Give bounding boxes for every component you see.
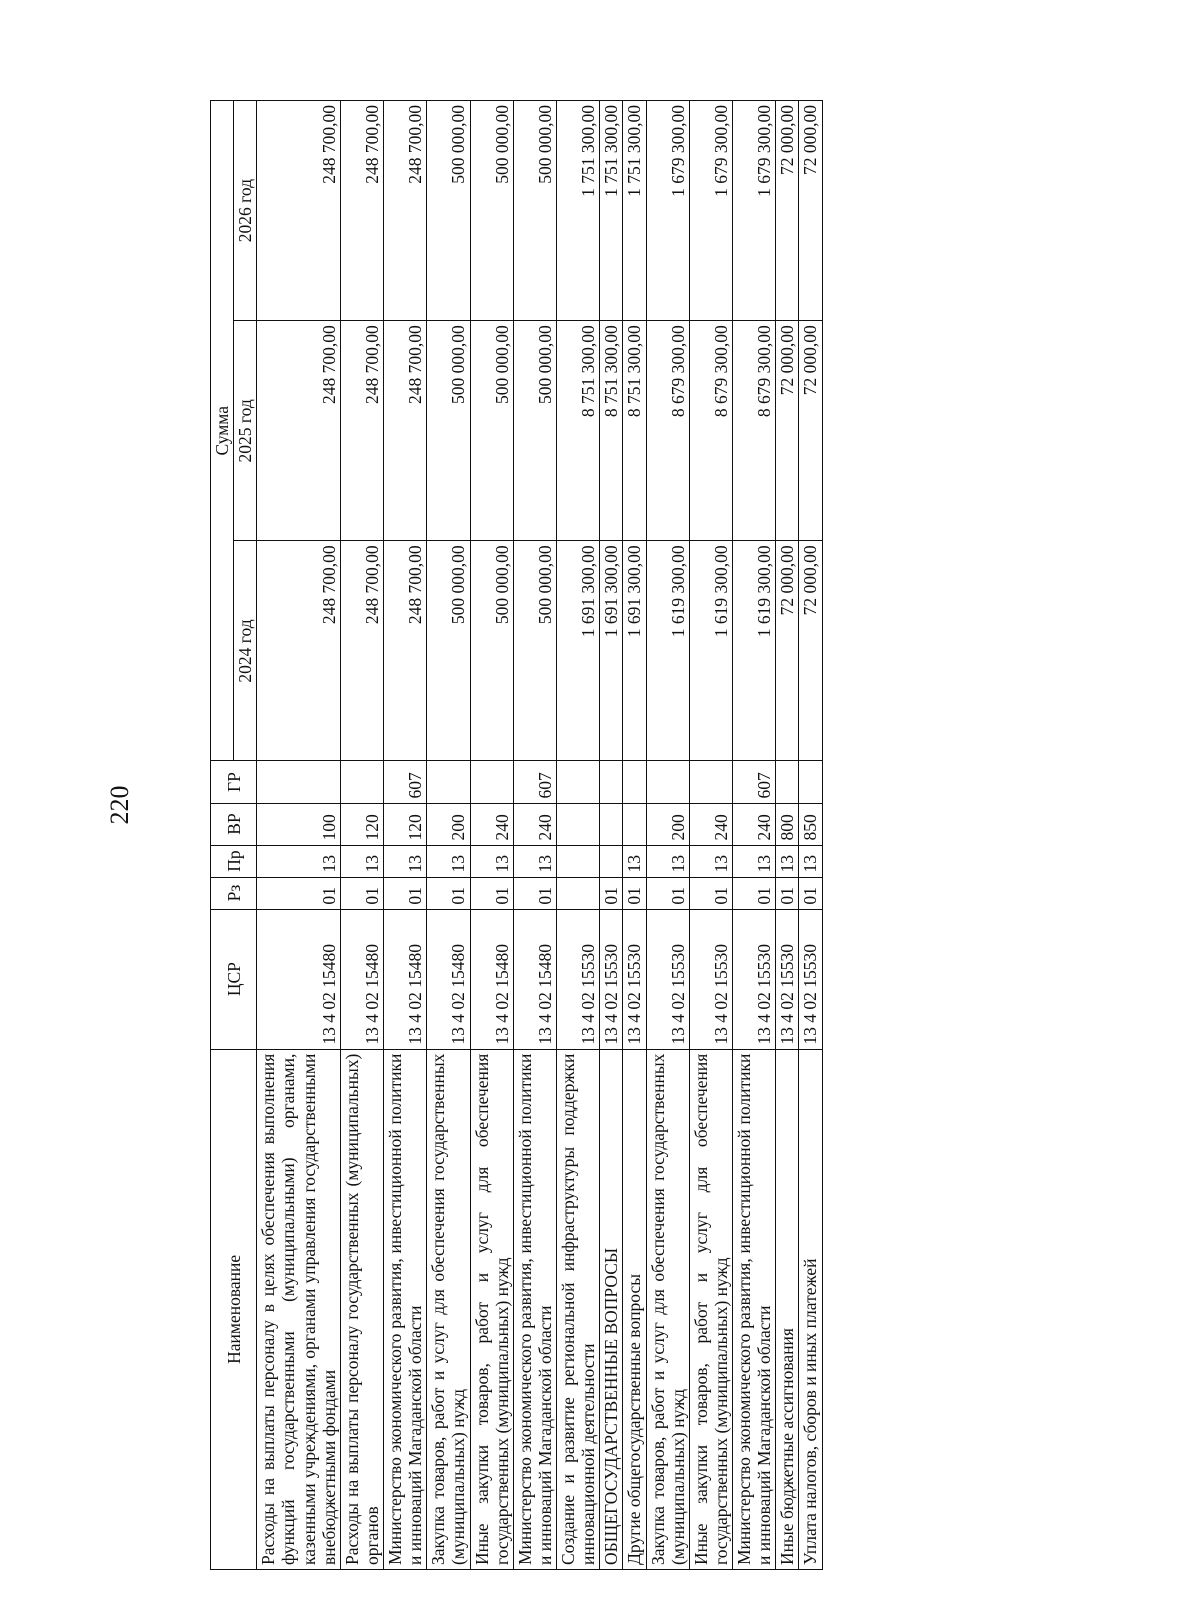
cell-vr: 120	[384, 803, 427, 845]
cell-name: Создание и развитие региональной инфраструктуры поддержки инновационной деятельности	[557, 1049, 600, 1569]
cell-2026: 500 000,00	[470, 101, 513, 321]
cell-2024: 1 619 300,00	[689, 541, 732, 761]
cell-gr	[470, 761, 513, 803]
cell-2024: 1 691 300,00	[600, 541, 623, 761]
cell-gr	[557, 761, 600, 803]
cell-2025: 8 751 300,00	[600, 321, 623, 541]
cell-pr: 13	[427, 845, 470, 877]
cell-gr	[799, 761, 822, 803]
cell-rz: 01	[470, 877, 513, 909]
table-row	[384, 101, 427, 1570]
cell-name: Уплата налогов, сборов и иных платежей	[799, 1049, 822, 1569]
cell-pr: 13	[384, 845, 427, 877]
table-row	[689, 101, 732, 1570]
cell-name: Министерство экономического развития, инвестиционной политики и инноваций Магаданской области	[733, 1049, 776, 1569]
cell-2026: 1 679 300,00	[689, 101, 732, 321]
cell-2026: 1 679 300,00	[733, 101, 776, 321]
cell-pr: 13	[733, 845, 776, 877]
cell-2025: 500 000,00	[513, 321, 556, 541]
cell-gr: 607	[384, 761, 427, 803]
cell-2024: 1 619 300,00	[733, 541, 776, 761]
cell-name: Расходы на выплаты персоналу государственных (муниципальных) органов	[340, 1049, 383, 1569]
cell-pr: 13	[470, 845, 513, 877]
cell-name: Министерство экономического развития, инвестиционной политики и инноваций Магаданской области	[384, 1049, 427, 1569]
table-row	[340, 101, 383, 1570]
cell-rz: 01	[776, 877, 799, 909]
cell-vr: 800	[776, 803, 799, 845]
cell-pr: 13	[776, 845, 799, 877]
header-gr: ГР	[211, 761, 257, 803]
cell-rz: 01	[689, 877, 732, 909]
cell-csr: 13 4 02 15530	[689, 909, 732, 1049]
budget-sheet	[210, 100, 1070, 1570]
cell-name: Иные закупки товаров, работ и услуг для обеспечения государственных (муниципальных) нужд	[470, 1049, 513, 1569]
cell-csr: 13 4 02 15480	[513, 909, 556, 1049]
header-sum: Сумма	[211, 101, 234, 762]
cell-name: Министерство экономического развития, инвестиционной политики и инноваций Магаданской области	[513, 1049, 556, 1569]
cell-name: Расходы на выплаты персоналу в целях обеспечения выполнения функций государственными (муниципальными) органами, казенными учреждениями, органами управления государственными внебюджетными фондами	[257, 1049, 341, 1569]
cell-name: Другие общегосударственные вопросы	[623, 1049, 646, 1569]
cell-vr	[557, 803, 600, 845]
cell-2026: 1 751 300,00	[623, 101, 646, 321]
cell-2025: 248 700,00	[340, 321, 383, 541]
cell-rz: 01	[384, 877, 427, 909]
cell-2026: 500 000,00	[427, 101, 470, 321]
cell-csr: 13 4 02 15530	[799, 909, 822, 1049]
cell-gr: 607	[733, 761, 776, 803]
cell-name: Иные закупки товаров, работ и услуг для обеспечения государственных (муниципальных) нужд	[689, 1049, 732, 1569]
cell-csr: 13 4 02 15530	[623, 909, 646, 1049]
cell-2025: 8 679 300,00	[689, 321, 732, 541]
cell-csr: 13 4 02 15530	[776, 909, 799, 1049]
cell-pr: 13	[513, 845, 556, 877]
cell-rz: 01	[646, 877, 689, 909]
cell-2026: 72 000,00	[776, 101, 799, 321]
cell-rz: 01	[513, 877, 556, 909]
cell-pr	[557, 845, 600, 877]
cell-2024: 500 000,00	[427, 541, 470, 761]
cell-rz	[557, 877, 600, 909]
cell-rz: 01	[427, 877, 470, 909]
header-2025: 2025 год	[234, 321, 257, 541]
cell-vr: 240	[733, 803, 776, 845]
table-row	[513, 101, 556, 1570]
page-number: 220	[105, 785, 134, 825]
cell-2025: 8 751 300,00	[557, 321, 600, 541]
header-2024: 2024 год	[234, 541, 257, 761]
cell-2026: 72 000,00	[799, 101, 822, 321]
cell-2025: 248 700,00	[384, 321, 427, 541]
table-row	[733, 101, 776, 1570]
cell-gr	[623, 761, 646, 803]
cell-pr: 13	[799, 845, 822, 877]
cell-2024: 248 700,00	[257, 541, 341, 761]
cell-name: Иные бюджетные ассигнования	[776, 1049, 799, 1569]
table-row	[646, 101, 689, 1570]
cell-2026: 248 700,00	[340, 101, 383, 321]
cell-vr: 200	[427, 803, 470, 845]
cell-vr: 240	[470, 803, 513, 845]
cell-2025: 500 000,00	[470, 321, 513, 541]
cell-gr	[646, 761, 689, 803]
table-row	[470, 101, 513, 1570]
header-vr: ВР	[211, 803, 257, 845]
cell-2024: 248 700,00	[384, 541, 427, 761]
cell-2026: 1 751 300,00	[557, 101, 600, 321]
cell-csr: 13 4 02 15530	[557, 909, 600, 1049]
table-row	[799, 101, 822, 1570]
cell-2024: 500 000,00	[513, 541, 556, 761]
cell-2025: 72 000,00	[776, 321, 799, 541]
cell-csr: 13 4 02 15530	[600, 909, 623, 1049]
cell-2026: 248 700,00	[257, 101, 341, 321]
cell-rz: 01	[799, 877, 822, 909]
cell-csr: 13 4 02 15480	[470, 909, 513, 1049]
cell-gr	[689, 761, 732, 803]
cell-gr	[340, 761, 383, 803]
header-rz: Рз	[211, 877, 257, 909]
cell-csr: 13 4 02 15480	[257, 909, 341, 1049]
cell-pr	[600, 845, 623, 877]
cell-gr	[257, 761, 341, 803]
cell-gr	[600, 761, 623, 803]
cell-name: Закупка товаров, работ и услуг для обеспечения государственных (муниципальных) нужд	[427, 1049, 470, 1569]
cell-pr: 13	[340, 845, 383, 877]
cell-2025: 500 000,00	[427, 321, 470, 541]
budget-table	[210, 100, 823, 1570]
cell-vr: 120	[340, 803, 383, 845]
cell-rz: 01	[733, 877, 776, 909]
table-row	[600, 101, 623, 1570]
cell-pr: 13	[646, 845, 689, 877]
cell-2026: 248 700,00	[384, 101, 427, 321]
cell-2025: 8 679 300,00	[646, 321, 689, 541]
table-row	[257, 101, 341, 1570]
cell-2024: 248 700,00	[340, 541, 383, 761]
cell-2025: 8 751 300,00	[623, 321, 646, 541]
cell-csr: 13 4 02 15480	[340, 909, 383, 1049]
cell-vr: 240	[513, 803, 556, 845]
cell-2026: 1 679 300,00	[646, 101, 689, 321]
cell-rz: 01	[340, 877, 383, 909]
cell-2024: 1 691 300,00	[557, 541, 600, 761]
cell-gr	[776, 761, 799, 803]
cell-name: ОБЩЕГОСУДАРСТВЕННЫЕ ВОПРОСЫ	[600, 1049, 623, 1569]
cell-vr: 100	[257, 803, 341, 845]
cell-2024: 1 619 300,00	[646, 541, 689, 761]
cell-csr: 13 4 02 15480	[427, 909, 470, 1049]
cell-2024: 1 691 300,00	[623, 541, 646, 761]
cell-2025: 72 000,00	[799, 321, 822, 541]
table-row	[776, 101, 799, 1570]
cell-2024: 72 000,00	[776, 541, 799, 761]
cell-name: Закупка товаров, работ и услуг для обеспечения государственных (муниципальных) нужд	[646, 1049, 689, 1569]
cell-vr: 240	[689, 803, 732, 845]
table-row	[557, 101, 600, 1570]
cell-csr: 13 4 02 15530	[733, 909, 776, 1049]
cell-gr: 607	[513, 761, 556, 803]
cell-gr	[427, 761, 470, 803]
cell-pr: 13	[689, 845, 732, 877]
cell-2026: 500 000,00	[513, 101, 556, 321]
cell-2026: 1 751 300,00	[600, 101, 623, 321]
cell-vr: 850	[799, 803, 822, 845]
cell-csr: 13 4 02 15530	[646, 909, 689, 1049]
cell-rz: 01	[600, 877, 623, 909]
cell-2024: 72 000,00	[799, 541, 822, 761]
cell-rz: 01	[257, 877, 341, 909]
cell-pr: 13	[257, 845, 341, 877]
header-row-1	[211, 101, 234, 1570]
header-name: Наименование	[211, 1049, 257, 1569]
table-row	[427, 101, 470, 1570]
cell-vr	[623, 803, 646, 845]
cell-rz: 01	[623, 877, 646, 909]
header-csr: ЦСР	[211, 909, 257, 1049]
header-2026: 2026 год	[234, 101, 257, 321]
cell-csr: 13 4 02 15480	[384, 909, 427, 1049]
cell-2025: 248 700,00	[257, 321, 341, 541]
cell-vr	[600, 803, 623, 845]
cell-vr: 200	[646, 803, 689, 845]
cell-2024: 500 000,00	[470, 541, 513, 761]
cell-2025: 8 679 300,00	[733, 321, 776, 541]
cell-pr: 13	[623, 845, 646, 877]
table-row	[623, 101, 646, 1570]
header-pr: Пр	[211, 845, 257, 877]
